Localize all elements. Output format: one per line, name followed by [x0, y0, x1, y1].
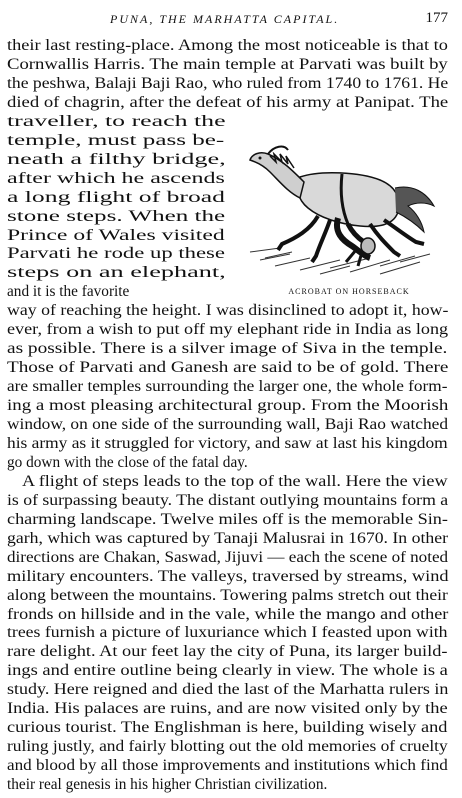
text-line: temple, must pass be-	[7, 131, 225, 149]
text-line: India. His palaces are ruins, and are now visited only by the	[7, 700, 448, 718]
figure-caption: ACROBAT ON HORSEBACK	[288, 287, 410, 296]
text-line: his army as it struggled for victory, and saw at last his kingdom	[7, 434, 448, 452]
text-line: Those of Parvati and Ganesh are said to be of gold. There	[7, 359, 449, 377]
text-line: Parvati he rode up these	[7, 245, 225, 263]
text-line: curious tourist. The Englishman is here, building wisely and	[7, 719, 448, 737]
text-line: stone steps. When the	[7, 207, 226, 225]
text-line: window, on one side of the surrounding wall, Baji Rao watched	[7, 416, 449, 433]
text-line: rare delight. At our feet lay the city of Puna, its larger build-	[7, 643, 448, 661]
illustration-figure	[230, 132, 450, 300]
text-line: way of reaching the height. I was disinclined to adopt it, how-	[7, 302, 449, 320]
text-line: fronds on hillside and in the vale, while the mango and other	[7, 605, 449, 623]
text-line: are smaller temples surrounding the larger one, the whole form-	[7, 378, 448, 396]
text-line: trees furnish a picture of luxuriance which I feasted upon with	[7, 624, 448, 642]
text-line: military encounters. The valleys, traversed by streams, wind	[7, 567, 449, 585]
text-line: ing a most pleasing architectural group. From the Moorish	[7, 397, 449, 415]
acrobat-on-horseback-illustration	[230, 132, 450, 282]
text-line: and blood by all those improvements and institutions which find	[7, 757, 448, 775]
page-header	[0, 6, 462, 30]
text-line: directions are Chakan, Saswad, Jijuvi — each the scene of noted	[7, 548, 449, 566]
running-head: PUNA, THE MARHATTA CAPITAL.	[110, 12, 340, 26]
text-line: is of surpassing beauty. The distant outlying mountains form a	[7, 491, 449, 509]
text-line: their real genesis in his higher Christian civilization.	[7, 776, 328, 794]
text-line: study. Here reigned and died the last of the Marhatta rulers in	[7, 681, 449, 699]
text-line: a long flight of broad	[7, 188, 225, 206]
text-line: garh, which was captured by Tanaji Malusrai in 1670. In other	[7, 529, 448, 547]
text-line: go down with the close of the fatal day.	[7, 453, 248, 471]
text-line: ever, from a wish to put off my elephant ride in India as long	[7, 321, 449, 339]
page-number: 177	[425, 10, 448, 26]
text-line: A flight of steps leads to the top of the wall. Here the view	[22, 472, 448, 490]
text-line: Cornwallis Harris. The main temple at Parvati was built by	[7, 55, 448, 73]
text-line: after which he ascends	[7, 169, 225, 187]
text-line: traveller, to reach the	[7, 112, 226, 130]
text-line: and it is the favorite	[7, 283, 130, 301]
text-line: along between the mountains. Towering palms stretch out their	[7, 586, 448, 604]
text-line: as possible. There is a silver image of Siva in the temple.	[7, 340, 448, 358]
text-line: the peshwa, Balaji Baji Rao, who ruled from 1740 to 1761. He	[7, 74, 449, 92]
text-line: charming landscape. Twelve miles off is the memorable Sin-	[7, 510, 448, 528]
text-line: their last resting-place. Among the most noticeable is that to	[7, 37, 448, 54]
text-line: ruling justly, and fairly blotting out the old memories of cruelty	[7, 738, 448, 756]
text-line: neath a filthy bridge,	[7, 150, 226, 168]
text-line: died of chagrin, after the defeat of his army at Panipat. The	[7, 93, 449, 111]
text-line: ings and entire outline being clearly in view. The whole is a	[7, 662, 448, 680]
text-line: Prince of Wales visited	[7, 226, 225, 244]
text-line: steps on an elephant,	[7, 264, 226, 282]
